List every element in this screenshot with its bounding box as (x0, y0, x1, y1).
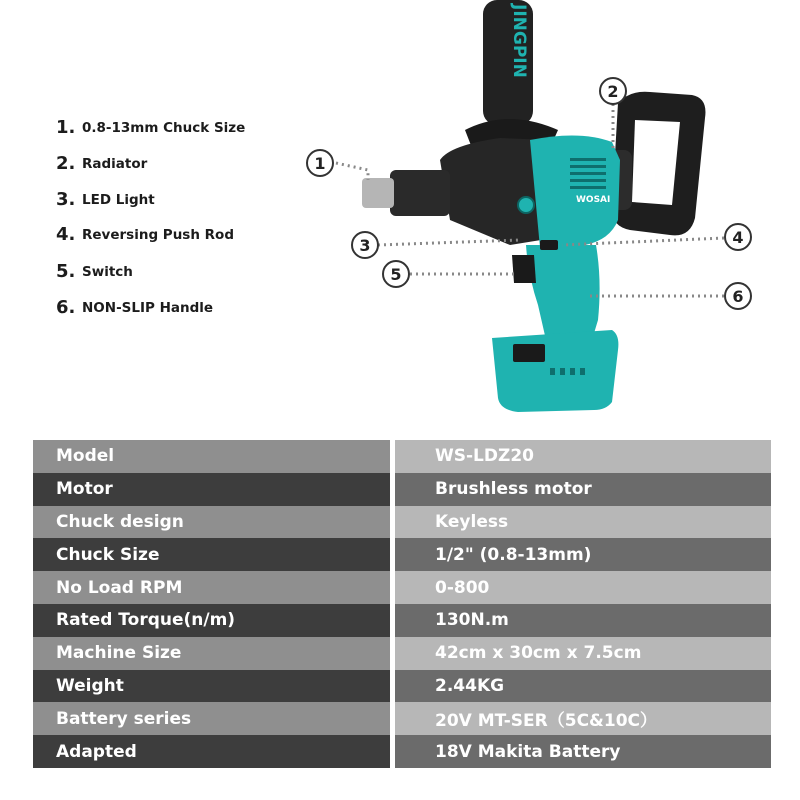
callout-4: 4 (724, 223, 752, 251)
feature-number: 3. (56, 189, 76, 210)
feature-item-reversing-push-rod (56, 224, 234, 245)
spec-table (33, 440, 771, 768)
feature-label: Switch (82, 263, 133, 280)
spec-row-rated-torque (33, 604, 771, 637)
chuck-jaw (362, 178, 394, 208)
reversing-push-rod (540, 240, 558, 250)
spec-value: 130N.m (395, 604, 771, 637)
spec-row-model (33, 440, 771, 473)
chuck (390, 170, 450, 216)
feature-item-chuck-size (56, 117, 245, 138)
spec-label: Adapted (33, 735, 390, 768)
spec-row-chuck-design (33, 506, 771, 539)
feature-number: 4. (56, 224, 76, 245)
spec-row-battery-series (33, 702, 771, 735)
spec-value: Brushless motor (395, 473, 771, 506)
body-brand-text: WOSAI (576, 195, 611, 205)
mixer-drill-image (300, 0, 770, 420)
feature-item-radiator (56, 153, 147, 174)
feature-item-non-slip-handle (56, 297, 213, 318)
spec-row-machine-size (33, 637, 771, 670)
spec-label: Rated Torque(n/m) (33, 604, 390, 637)
spec-row-motor (33, 473, 771, 506)
feature-item-switch (56, 261, 133, 282)
handle-brand-text: JINGPIN (509, 4, 529, 78)
spec-value: WS-LDZ20 (395, 440, 771, 473)
spec-label: Weight (33, 670, 390, 703)
spec-value: 42cm x 30cm x 7.5cm (395, 637, 771, 670)
feature-number: 1. (56, 117, 76, 138)
spec-row-adapted (33, 735, 771, 768)
feature-number: 2. (56, 153, 76, 174)
trigger-switch (512, 255, 536, 283)
callout-6: 6 (724, 282, 752, 310)
callout-1: 1 (306, 149, 334, 177)
feature-list (0, 0, 300, 400)
handle-grip (526, 245, 600, 340)
spec-row-no-load-rpm (33, 571, 771, 604)
spec-value: 0-800 (395, 571, 771, 604)
spec-row-chuck-size (33, 538, 771, 571)
battery-base (492, 330, 618, 412)
feature-label: LED Light (82, 191, 155, 208)
spec-value: 18V Makita Battery (395, 735, 771, 768)
spec-label: Motor (33, 473, 390, 506)
feature-label: NON-SLIP Handle (82, 299, 214, 316)
spec-row-weight (33, 670, 771, 703)
feature-number: 5. (56, 261, 76, 282)
spec-label: Battery series (33, 702, 390, 735)
spec-value: Keyless (395, 506, 771, 539)
callout-2: 2 (599, 77, 627, 105)
feature-label: Reversing Push Rod (82, 226, 234, 243)
motor-body (530, 135, 620, 248)
spec-label: No Load RPM (33, 571, 390, 604)
callout-5: 5 (382, 260, 410, 288)
spec-label: Chuck Size (33, 538, 390, 571)
led-light-icon (518, 197, 534, 213)
spec-value: 1/2" (0.8-13mm) (395, 538, 771, 571)
spec-value: 2.44KG (395, 670, 771, 703)
spec-label: Model (33, 440, 390, 473)
product-illustration (300, 0, 770, 420)
feature-label: Radiator (82, 155, 148, 172)
led-display (513, 344, 545, 362)
rear-handle-opening (632, 120, 680, 205)
feature-item-led-light (56, 189, 155, 210)
spec-value: 20V MT-SER（5C&10C） (395, 702, 771, 735)
feature-label: 0.8-13mm Chuck Size (82, 119, 246, 136)
spec-label: Machine Size (33, 637, 390, 670)
callout-3: 3 (351, 231, 379, 259)
spec-label: Chuck design (33, 506, 390, 539)
feature-number: 6. (56, 297, 76, 318)
